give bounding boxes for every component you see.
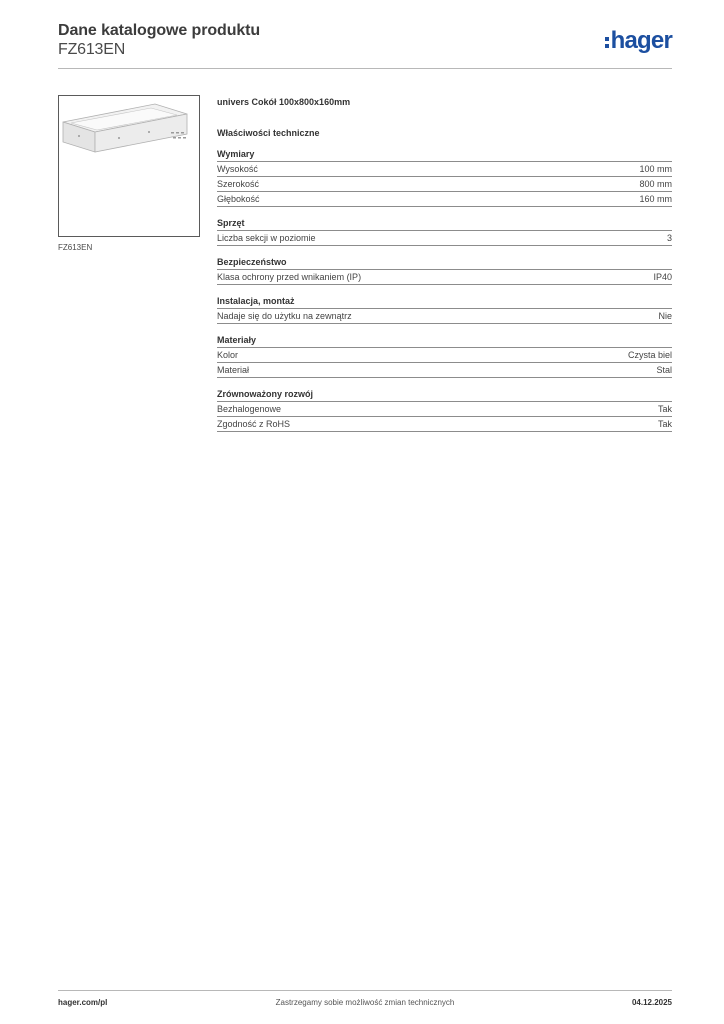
spec-label: Bezhalogenowe [217,404,282,414]
spec-label: Kolor [217,350,239,360]
plinth-illustration [59,96,199,236]
group-title: Materiały [217,333,672,348]
spec-label: Materiał [217,365,250,375]
footer-divider [58,990,672,991]
spec-label: Klasa ochrony przed wnikaniem (IP) [217,272,362,282]
spec-value: Czysta biel [627,350,672,360]
spec-row [217,270,672,285]
product-name: univers Cokół 100x800x160mm [217,97,351,107]
spec-row [217,231,672,246]
spec-row [217,417,672,432]
spec-value: 160 mm [639,194,672,204]
spec-value: Tak [657,419,672,429]
spec-group-hardware [217,216,672,246]
footer-date: 04.12.2025 [631,998,672,1007]
spec-group-dimensions [217,147,672,207]
group-title: Zrównoważony rozwój [217,387,672,402]
group-title: Sprzęt [217,216,672,231]
spec-group-safety [217,255,672,285]
spec-label: Głębokość [217,194,260,204]
spec-row [217,402,672,417]
spec-row [217,348,672,363]
spec-row [217,192,672,207]
group-title: Bezpieczeństwo [217,255,672,270]
spec-value: 800 mm [639,179,672,189]
page-title: Dane katalogowe produktu [58,22,261,39]
spec-label: Liczba sekcji w poziomie [217,233,316,243]
spec-group-installation [217,294,672,324]
hager-logo [605,28,672,54]
spec-value: Tak [657,404,672,414]
spec-value: IP40 [653,272,672,282]
page-header [58,20,672,68]
spec-row [217,363,672,378]
spec-value: Nie [658,311,672,321]
spec-label: Zgodność z RoHS [217,419,291,429]
spec-label: Nadaje się do użytku na zewnątrz [217,311,352,321]
group-title: Wymiary [217,147,672,162]
image-caption: FZ613EN [58,243,93,252]
logo-wordmark: hager [610,27,672,54]
spec-label: Wysokość [217,164,258,174]
header-divider [58,68,672,69]
logo-dots-icon [605,37,609,48]
product-image [58,95,200,237]
spec-row [217,309,672,324]
footer-website-link[interactable]: hager.com/pl [58,998,108,1007]
spec-value: 100 mm [639,164,672,174]
specifications [217,95,672,432]
spec-label: Szerokość [217,179,260,189]
footer-disclaimer: Zastrzegamy sobie możliwość zmian technicznych [275,998,455,1007]
spec-row [217,162,672,177]
spec-group-sustainability [217,387,672,432]
section-title: Właściwości techniczne [217,128,320,138]
product-code: FZ613EN [58,41,126,58]
group-title: Instalacja, montaż [217,294,672,309]
spec-value: Stal [656,365,672,375]
spec-group-materials [217,333,672,378]
spec-row [217,177,672,192]
spec-value: 3 [666,233,672,243]
